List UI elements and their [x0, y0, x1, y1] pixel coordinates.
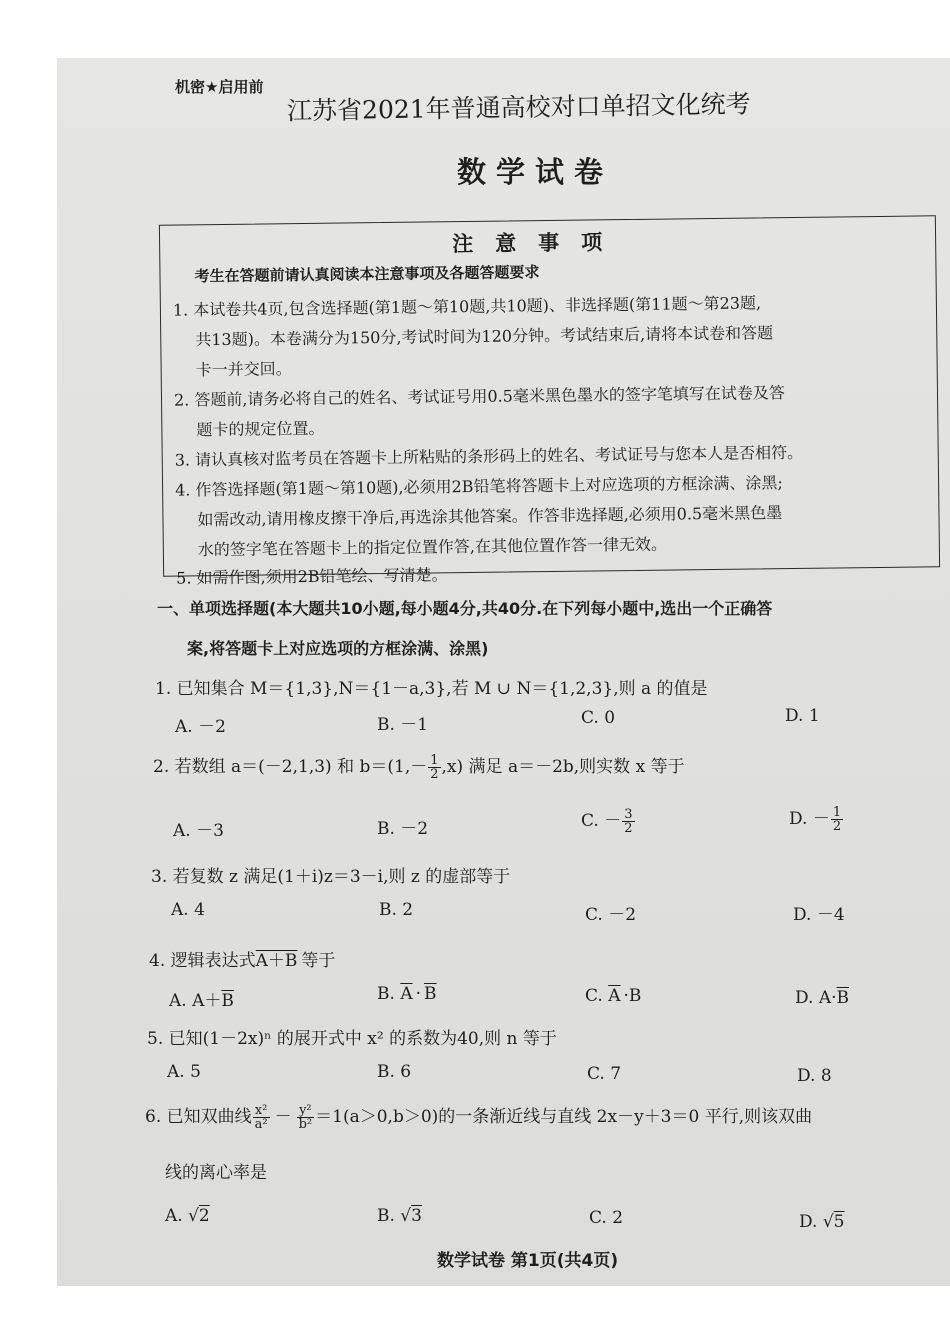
notice-line: 如需改动,请用橡皮擦干净后,再选涂其他答案。作答非选择题,必须用0.5毫米黑色墨 [197, 503, 783, 530]
fraction: $\frac{1}{2}$ [430, 753, 439, 782]
q2-option-a: A. －3 [173, 821, 224, 841]
q2-option-c: C. － $\frac{3}{2}$ [581, 807, 633, 836]
q3-option-c: C. －2 [585, 905, 637, 925]
q4-option-d: D. $A\cdot\overline{B}$ [795, 988, 850, 1008]
q2-option-b: B. －2 [377, 819, 429, 839]
q1-option-a: A. －2 [175, 717, 226, 737]
q6-option-a: A. √2 [165, 1206, 210, 1226]
q4-option-c: C. $\overline{A} \cdot B$ [585, 986, 642, 1006]
fraction: $\frac{3}{2}$ [624, 807, 633, 836]
notice-line: 3. 请认真核对监考员在答题卡上所粘贴的条形码上的姓名、考试证号与您本人是否相符。 [174, 442, 804, 470]
question-3-stem: 3. 若复数 z 满足(1＋i)z＝3－i,则 z 的虚部等于 [151, 867, 511, 887]
q5-option-b: B. 6 [377, 1062, 412, 1082]
section-heading: 一、单项选择题(本大题共10小题,每小题4分,共40分.在下列每小题中,选出一个正确答 [157, 599, 773, 618]
q3-option-d: D. －4 [793, 905, 845, 925]
q5-option-c: C. 7 [587, 1064, 622, 1084]
exam-subtitle: 数学试卷 [457, 155, 614, 189]
q1-option-b: B. －1 [377, 715, 429, 735]
q3-option-b: B. 2 [379, 900, 414, 920]
notice-title: 注意事项 [451, 230, 625, 257]
notice-line: 卡一并交回。 [195, 359, 292, 380]
exam-title: 江苏省2021年普通高校对口单招文化统考 [286, 89, 751, 126]
notice-line: 水的签字笔在答题卡上的指定位置作答,在其他位置作答一律无效。 [197, 534, 668, 560]
question-4-stem: 4. 逻辑表达式A＋B 等于 [149, 951, 336, 971]
notice-line: 题卡的规定位置。 [196, 418, 325, 440]
q1-option-c: C. 0 [581, 708, 616, 728]
confidential-label: 机密★启用前 [175, 78, 264, 96]
notice-line: 1. 本试卷共4页,包含选择题(第1题～第10题,共10题)、非选择题(第11题～第23题, [172, 293, 762, 320]
fraction: $\frac{\text{y²}}{\text{b²}}$ [298, 1103, 313, 1132]
q3-option-a: A. 4 [171, 900, 205, 920]
notice-line: 2. 答题前,请务必将自己的姓名、考试证号用0.5毫米黑色墨水的签字笔填写在试卷及答 [173, 383, 785, 410]
q1-option-d: D. 1 [785, 706, 820, 726]
question-6-stem-cont: 线的离心率是 [165, 1163, 267, 1183]
notice-line: 4. 作答选择题(第1题～第10题),必须用2B铅笔将答题卡上对应选项的方框涂满、涂黑; [175, 473, 783, 500]
question-2-stem: 2. 若数组 a＝(－2,1,3) 和 b＝(1,－ $\frac{1}{2}$ ,x) 满足 a＝－2b,则实数 x 等于 [153, 753, 685, 782]
notice-line: 5. 如需作图,须用2B铅笔绘、写清楚。 [176, 565, 448, 588]
q2-option-d: D. － $\frac{1}{2}$ [789, 805, 842, 834]
q4-option-b: B. $\overline{A} \cdot \overline{B}$ [377, 984, 437, 1004]
section-heading-cont: 案,将答题卡上对应选项的方框涂满、涂黑) [187, 639, 489, 658]
q4-option-a: A. $A+\overline{B}$ [169, 991, 234, 1011]
q6-option-d: D. √5 [799, 1212, 845, 1232]
notice-intro: 考生在答题前请认真阅读本注意事项及各题答题要求 [194, 263, 540, 286]
question-1-stem: 1. 已知集合 M＝{1,3},N＝{1－a,3},若 M ∪ N＝{1,2,3},则 a 的值是 [155, 679, 708, 699]
page-footer: 数学试卷 第1页(共4页) [437, 1251, 619, 1271]
notice-line: 共13题)。本卷满分为150分,考试时间为120分钟。考试结束后,请将本试卷和答题 [195, 323, 774, 350]
fraction: $\frac{1}{2}$ [832, 805, 842, 834]
q5-option-a: A. 5 [167, 1062, 201, 1082]
fraction: $\frac{\text{x²}}{\text{a²}}$ [254, 1103, 268, 1132]
q6-option-b: B. √3 [377, 1206, 422, 1226]
q5-option-d: D. 8 [797, 1066, 832, 1086]
question-5-stem: 5. 已知(1－2x)ⁿ 的展开式中 x² 的系数为40,则 n 等于 [147, 1029, 557, 1049]
question-6-stem: 6. 已知双曲线 $\frac{\text{x²}}{\text{a²}}$ － $\frac{\text{y²}}{\text{b²}}$ ＝1(a＞0,b＞0)的一条渐近线与直线 2x－y＋3＝0 平行,则该双曲 [145, 1103, 813, 1132]
notice-box [159, 215, 940, 588]
q6-option-c: C. 2 [589, 1208, 624, 1228]
exam-paper [57, 58, 950, 1286]
